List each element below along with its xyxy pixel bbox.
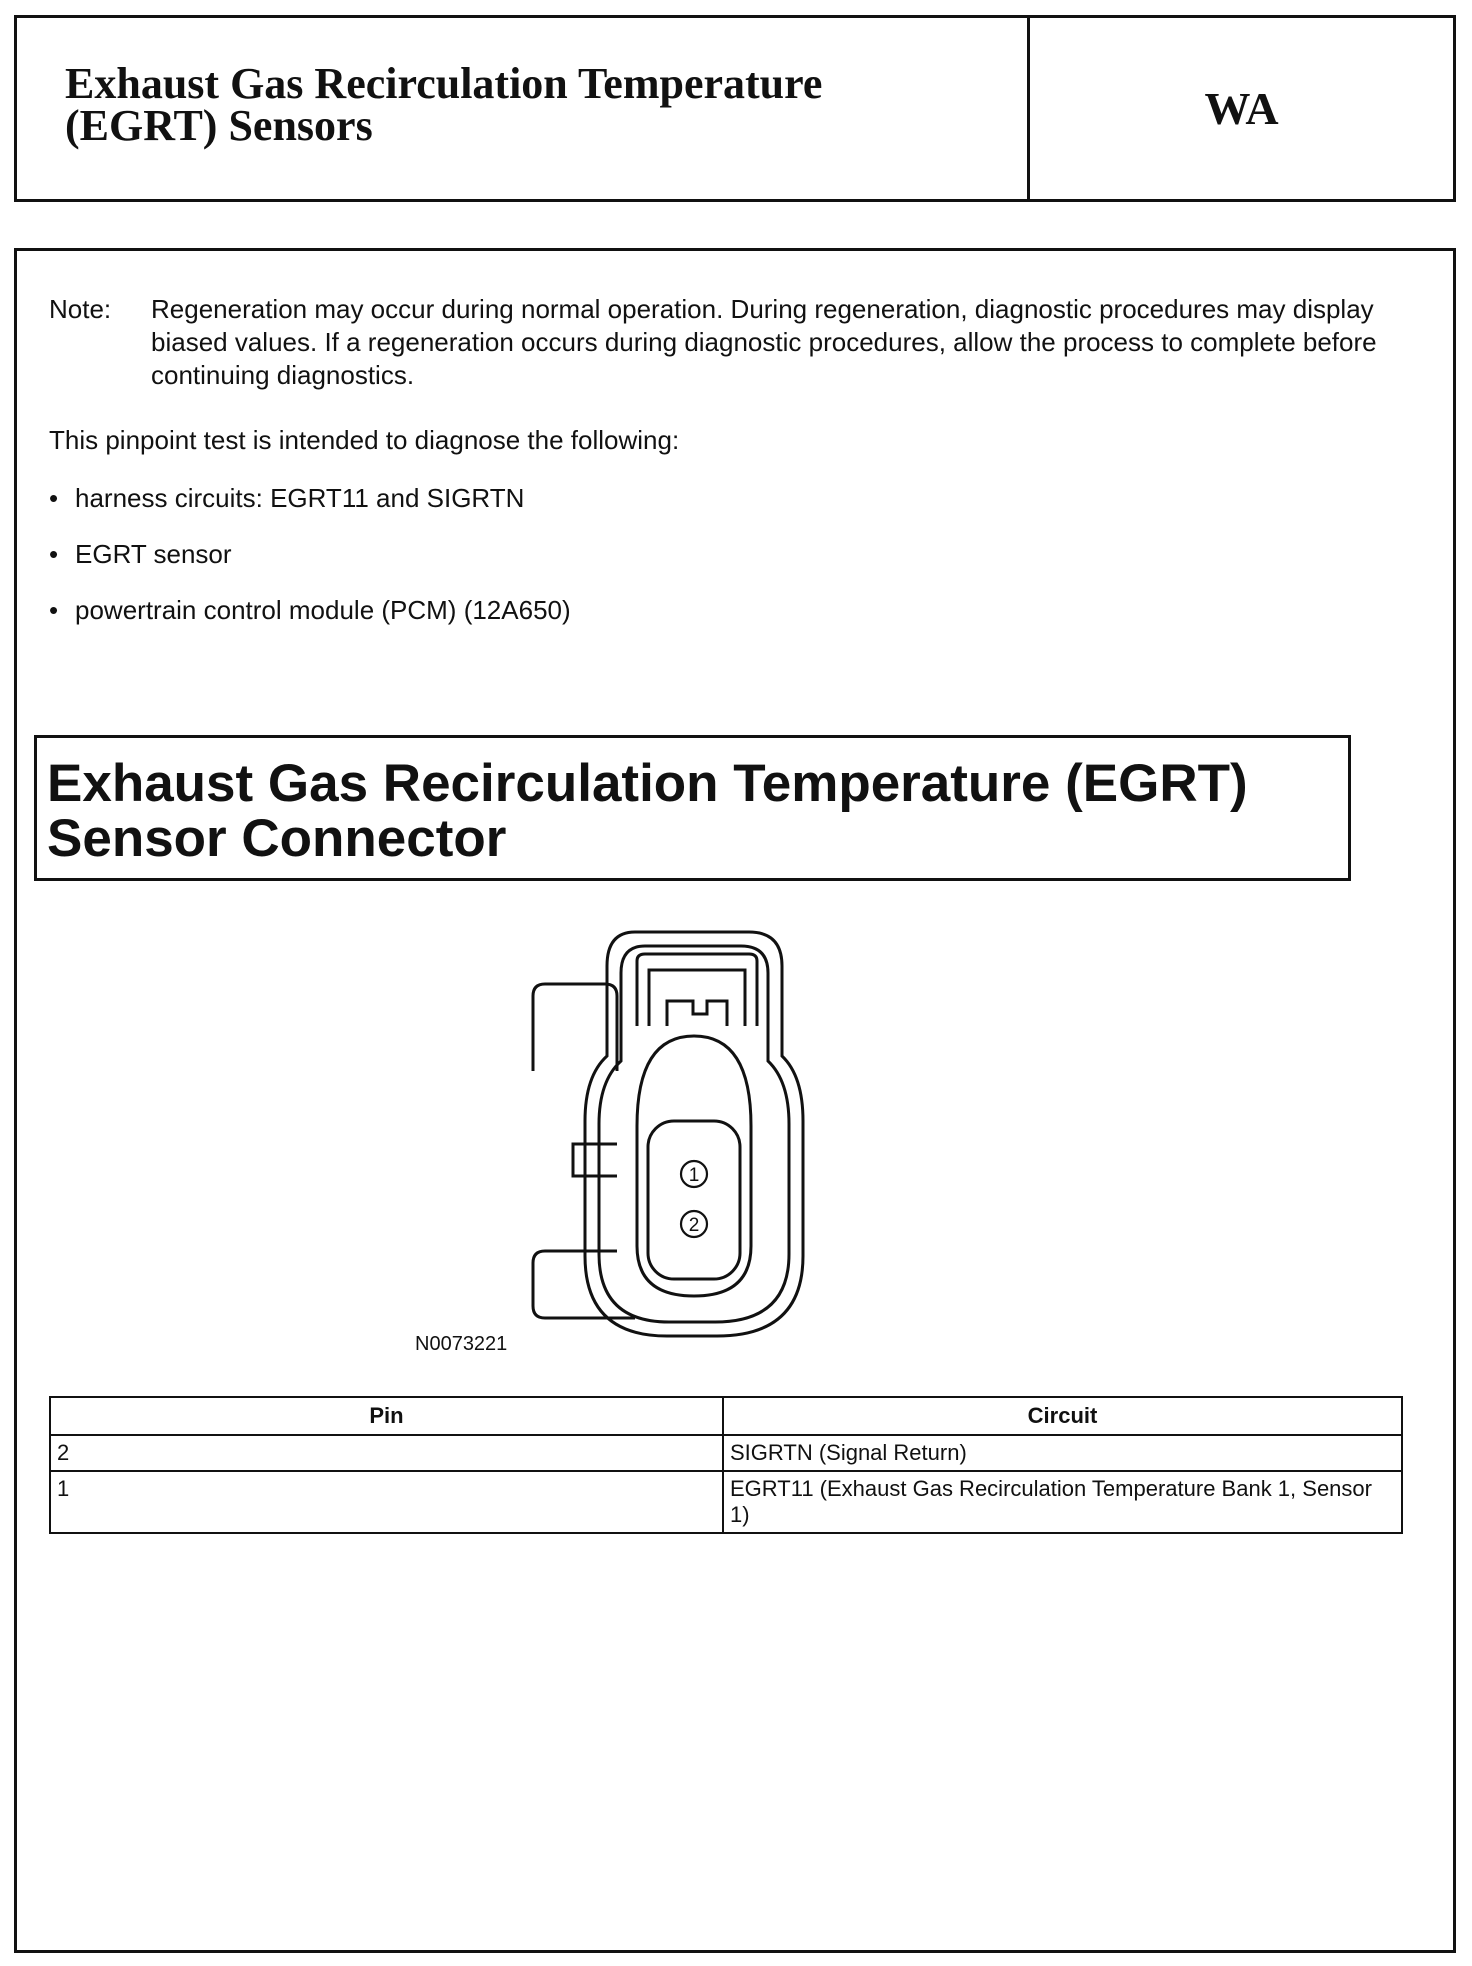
pin-cell: 2 [50,1435,723,1471]
locking-notch [667,1001,727,1026]
table-row [50,1471,1402,1533]
connector-diagram [517,926,917,1346]
pin-2-label: 2 [688,1215,700,1236]
content-frame [14,248,1456,1953]
connector-heading-line-2: Sensor Connector [47,809,507,868]
center-tab [573,1144,617,1176]
section-code: WA [1204,83,1279,134]
document-title-line-1: Exhaust Gas Recirculation Temperature [65,59,823,108]
note [49,293,1409,392]
column-header-circuit: Circuit [723,1397,1402,1435]
circuit-cell: SIGRTN (Signal Return) [723,1435,1402,1471]
pin-cell: 1 [50,1471,723,1533]
list-item: • harness circuits: EGRT11 and SIGRTN [49,483,571,539]
table-row [50,1435,1402,1471]
list-item: • EGRT sensor [49,539,571,595]
note-text: Regeneration may occur during normal operation. During regeneration, diagnostic procedures may display biased values. If a regeneration occurs during diagnostic procedures, allow the process to complete before continuing diagnostics. [151,294,1377,390]
note-label: Note: [49,294,112,324]
locking-tab-inner [649,970,745,1026]
circuit-cell: EGRT11 (Exhaust Gas Recirculation Temperature Bank 1, Sensor 1) [723,1471,1402,1533]
diagnosis-list [49,483,571,651]
document-title [17,18,1030,199]
list-item: • powertrain control module (PCM) (12A650) [49,595,571,651]
document-header [14,15,1456,202]
pin-table [49,1396,1403,1534]
connector-heading [34,735,1351,881]
pin-1-label: 1 [688,1165,700,1186]
figure-id: N0073221 [415,1333,508,1355]
pin-cavity [648,1121,740,1279]
intro-text: This pinpoint test is intended to diagnose the following: [49,425,680,455]
column-header-pin: Pin [50,1397,723,1435]
connector-heading-line-1: Exhaust Gas Recirculation Temperature (EGRT) [47,754,1248,813]
document-title-line-2: (EGRT) Sensors [65,101,373,150]
table-header-row [50,1397,1402,1435]
